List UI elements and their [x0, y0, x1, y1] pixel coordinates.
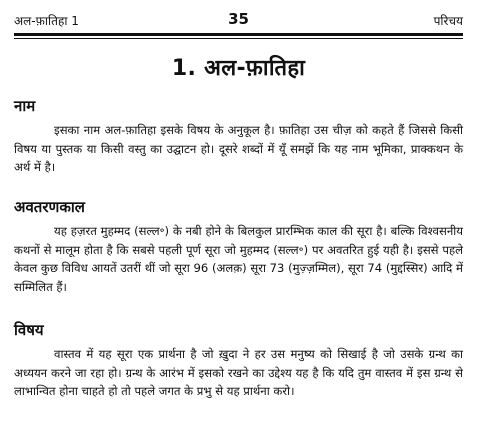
section-text-name: इसका नाम अल-फ़ातिहा इसके विषय के अनुकूल है। फ़ातिहा उस चीज़ को कहते हैं जिससे किसी विषय या पुस्तक या किसी वस्तु का उद्घाटन हो। दूसरे शब्दों में यूँ समझें कि यह नाम भूमिका, प्राक्कथन के अर्थ में है।: [14, 123, 463, 175]
header-chapter-label: अल-फ़ातिहा 1: [14, 14, 79, 28]
header-rule-thick: [14, 33, 463, 36]
header-rule-thin: [14, 38, 463, 39]
running-header: [14, 10, 463, 30]
section-heading-revelation: अवतरणकाल: [14, 198, 85, 216]
header-section-label: परिचय: [433, 14, 463, 28]
chapter-title: 1. अल-फ़ातिहा: [171, 56, 306, 81]
section-heading-name: नाम: [14, 97, 36, 115]
section-text-revelation: यह हज़रत मुहम्मद (सल्ल॰) के नबी होने के बिलकुल प्रारम्भिक काल की सूरा है। बल्कि विश्वसनीय कथनों से मालूम होता है कि सबसे पहली पूर्ण सूरा जो मुहम्मद (सल्ल॰) पर अवतरित हुई यही है। इससे पहले केवल कुछ विविध आयतें उतरीं थीं जो सूरा 96 (अलक़) सूरा 73 (मुज़्ज़म्मिल), सूरा 74 (मुद्दस्सिर) आदि में सम्मिलित हैं।: [14, 224, 463, 295]
page-number: 35: [228, 10, 249, 28]
section-text-subject: वास्तव में यह सूरा एक प्रार्थना है जो ख़ुदा ने हर उस मनुष्य को सिखाई है जो उसके ग्रन्थ का अध्ययन करने जा रहा हो। ग्रन्थ के आरंभ में इसको रखने का उद्देश्य यह है कि यदि तुम वास्तव में इस ग्रन्थ से लाभान्वित होना चाहते हो तो पहले जगत के प्रभु से यह प्रार्थना करो।: [14, 347, 463, 399]
section-heading-subject: विषय: [14, 321, 44, 339]
